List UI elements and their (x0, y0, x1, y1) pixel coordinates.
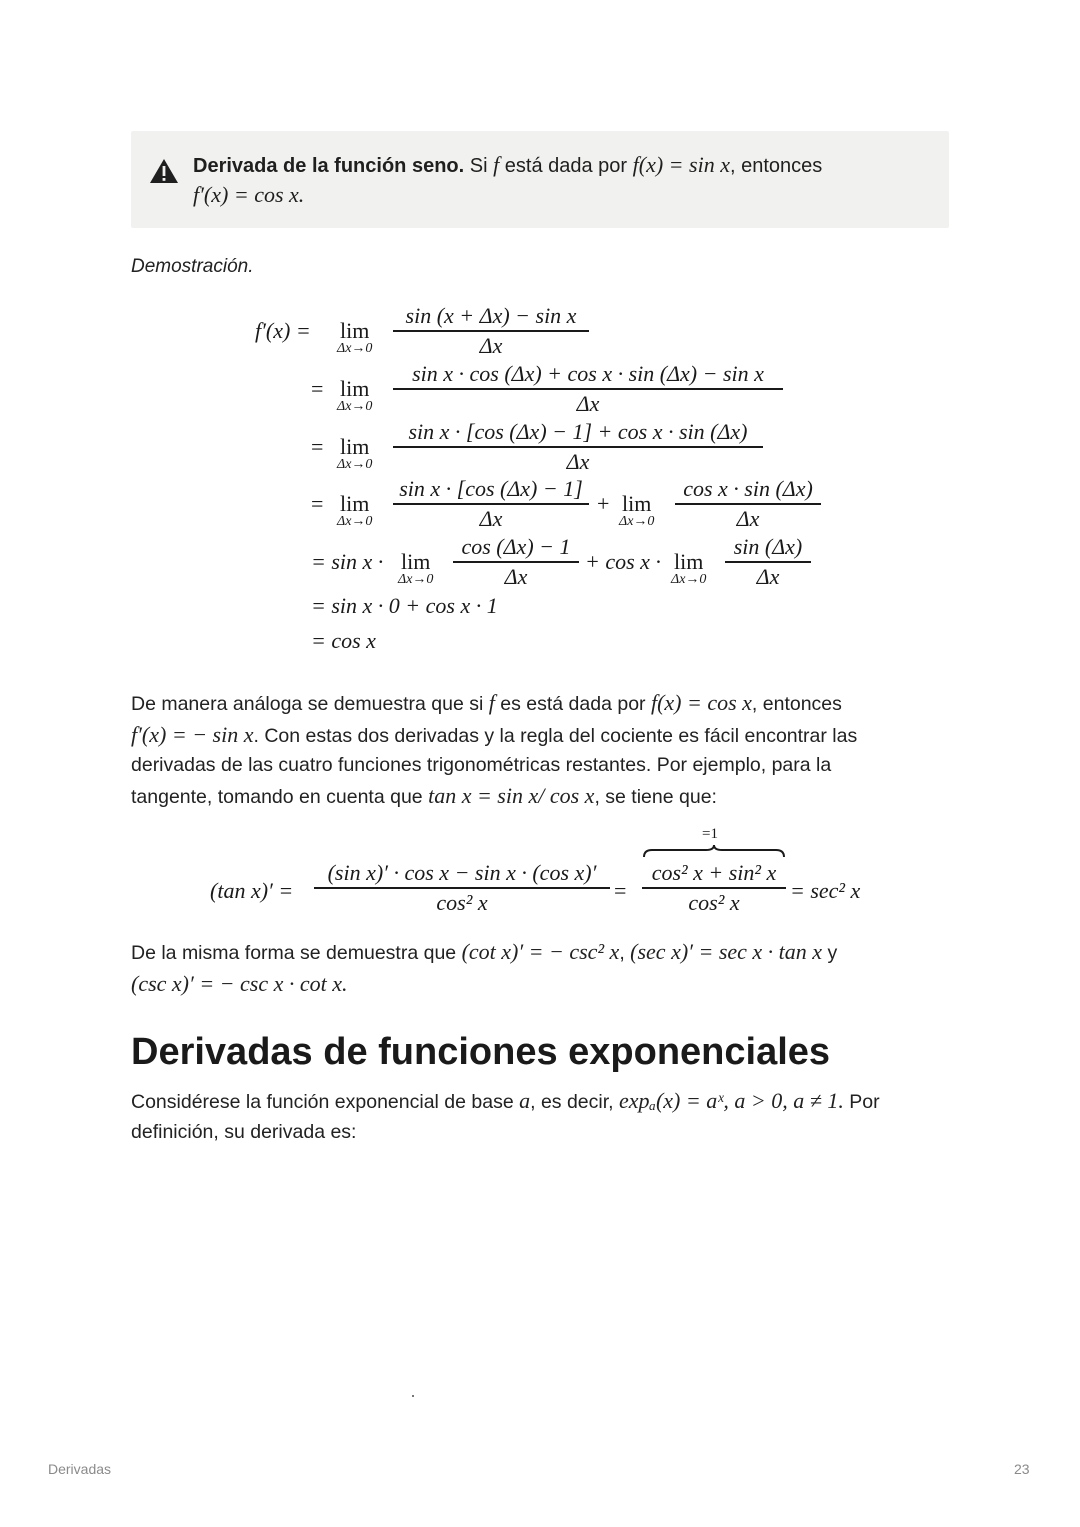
limit: lim Δx→0 (337, 491, 373, 529)
tan-fraction-1: (sin x)′ · cos x − sin x · (cos x)′ cos² x (314, 860, 610, 916)
warning-icon (149, 158, 179, 184)
fraction-row-3: sin x · [cos (Δx) − 1] + cos x · sin (Δx) Δx (393, 419, 763, 475)
limit: lim Δx→0 (337, 318, 373, 356)
tan-fraction-2: cos² x + sin² x cos² x (642, 860, 786, 916)
fraction-row-4a: sin x · [cos (Δx) − 1] Δx (393, 476, 589, 532)
stray-dot (412, 1395, 414, 1397)
fraction-row-1: sin (x + Δx) − sin x Δx (393, 303, 589, 359)
fraction-row-2: sin x · cos (Δx) + cos x · sin (Δx) − sin x Δx (393, 361, 783, 417)
callout-title: Derivada de la función seno. (193, 155, 465, 177)
paragraph-1: De manera análoga se demuestra que si f es está dada por f(x) = cos x, entonces f′(x) = − sin x. Con estas dos derivadas y la regla del cociente es fácil encontrar las derivadas de las cuatro funciones trigonométricas restantes. Por ejemplo, para la tangente, tomando en cuenta que tan x = sin x/ cos x, se tiene que: (131, 690, 858, 808)
brace-label: =1 (702, 826, 718, 842)
callout-line-1: Derivada de la función seno. Si f está dada por f(x) = sin x, entonces (193, 152, 823, 177)
limit: lim Δx→0 (398, 549, 434, 587)
fraction-row-5a: cos (Δx) − 1 Δx (453, 534, 579, 590)
paragraph-3: Considérese la función exponencial de base a, es decir, expₐ(x) = aˣ, a > 0, a ≠ 1. Por definición, su derivada es: (131, 1088, 880, 1143)
callout-definition: f(x) = sin x (632, 152, 730, 177)
paragraph-2: De la misma forma se demuestra que (cot x)′ = − csc² x, (sec x)′ = sec x · tan x y (csc x)′ = − csc x · cot x. (131, 939, 838, 996)
section-heading: Derivadas de funciones exponenciales (131, 1031, 831, 1073)
footer-title: Derivadas (48, 1461, 112, 1477)
limit: lim Δx→0 (337, 434, 373, 472)
limit: lim Δx→0 (619, 491, 655, 529)
derivation-lhs: f′(x) = (255, 318, 311, 343)
fraction-row-4b: cos x · sin (Δx) Δx (675, 476, 821, 532)
fraction-row-5b: sin (Δx) Δx (725, 534, 811, 590)
page: Derivada de la función seno. Si f está dada por f(x) = sin x, entonces f′(x) = cos x. Demostración. f′(x) = lim Δx→0 sin (x + Δx) − sin x Δx = lim Δx→0 sin x · cos (Δx) + cos x · sin (Δx) − sin x Δx = lim Δx→0 sin x · [cos (Δx) − 1] + cos x · sin (Δx) Δx = lim Δx→0 sin x · [cos (Δx) − 1] Δx + lim Δx→0 cos x · sin (Δx) Δx = sin x · lim Δx→0 cos (Δx) − 1 Δx + cos x · lim Δx→0 sin (Δx) Δx = sin x · 0 + cos x · 1 = cos x De manera análoga se demuestra que si f es está dada por f(x) = cos x, entonces f′(x) = − sin x. Con estas dos derivadas y la regla del cociente es fácil encontrar las derivadas de las cuatro funciones trigonométricas restantes. Por ejemplo, para la tangente, tomando en cuenta que tan x = sin x/ cos x, se tiene que: (tan x)′ = (sin x)′ · cos x − sin x · (cos x)′ cos² x = =1 cos² x + sin² x cos² x = sec² x De la misma forma se demuestra que (cot x)′ = − csc² x, (sec x)′ = sec x · tan x y (csc x)′ = − csc x · cot x. Derivadas de funciones exponenciales Considérese la función exponencial de base a, es decir, expₐ(x) = aˣ, a > 0, a ≠ 1. Por definición, su derivada es: Derivadas 23 (0, 0, 1080, 1527)
theorem-callout (131, 131, 949, 228)
derivation-row-7: = cos x (311, 628, 376, 653)
limit: lim Δx→0 (671, 549, 707, 587)
callout-result: f′(x) = cos x. (193, 182, 305, 207)
proof-label: Demostración. (131, 256, 254, 277)
derivation-row-6: = sin x · 0 + cos x · 1 (311, 593, 498, 618)
limit: lim Δx→0 (337, 376, 373, 414)
page-number: 23 (1014, 1461, 1030, 1477)
overbrace (642, 844, 786, 858)
callout-line-2 (193, 180, 304, 211)
